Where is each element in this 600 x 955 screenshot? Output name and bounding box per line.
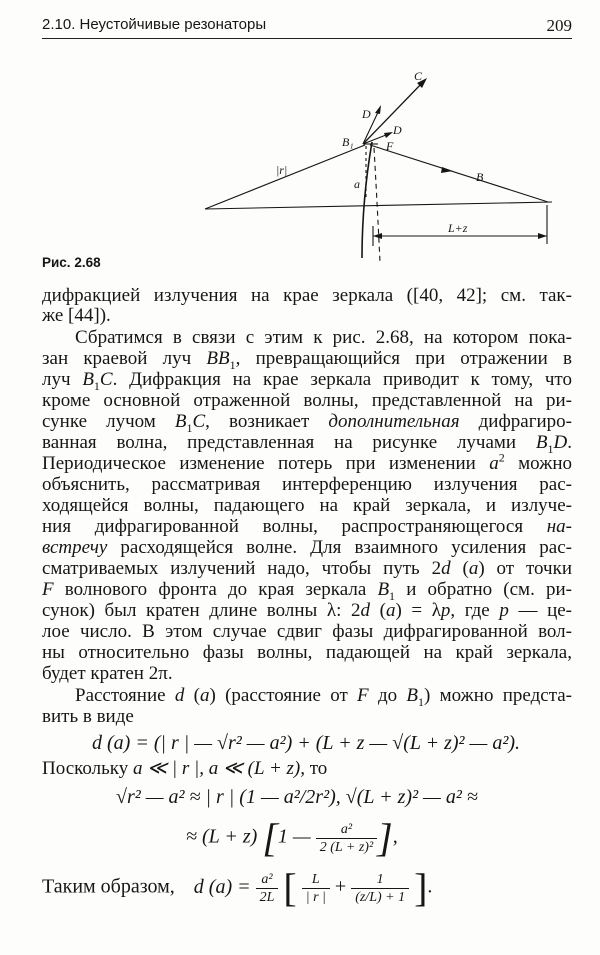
figure-2-68 <box>0 40 600 275</box>
equation-2: √r² — a² ≈ | r | (1 — a²/2r²), √(L + z)² — a² ≈ <box>116 786 478 808</box>
label-Lz: L+z <box>448 221 468 235</box>
text-line: же [44]). <box>42 305 111 326</box>
text-line: ходящейся волны, падающего на край зеркала, и излуче- <box>42 495 572 516</box>
text-line: объяснить, рассматривая интерференцию излучения рас- <box>42 474 572 495</box>
text-line: будет кратен 2π. <box>42 663 173 684</box>
label-F: F <box>386 139 394 153</box>
running-head <box>42 16 572 39</box>
text-line: ния дифрагированной волны, распространяющегося на- <box>42 516 572 537</box>
label-B: B <box>476 170 484 184</box>
ray-B <box>370 145 548 202</box>
label-D-upper: D <box>362 107 371 121</box>
text-line: зан краевой луч $BB_1$, превращающийся при отражении в <box>42 348 572 372</box>
text-line: вить в виде <box>42 706 134 727</box>
text-line: дифракцией излучения на крае зеркала ([40, 42]; см. так- <box>42 285 572 306</box>
arrow-dim-right <box>538 233 547 239</box>
arrow-B <box>441 167 453 173</box>
page-number: 209 <box>546 16 572 35</box>
text-line: кроме основной отраженной волны, представленной на ри- <box>42 390 572 411</box>
text-line: сунке лучом $B_1C$, возникает дополнительная дифрагиро- <box>42 411 572 435</box>
text-line: Периодическое изменение потерь при изменении $a^2$ можно <box>42 450 572 474</box>
label-C: C <box>414 69 423 83</box>
label-D-right: D <box>393 123 402 137</box>
equation-4: Таким образом, d (a) = $\frac{\text{a²}}{2L}$ [ $\frac{L}{| r |}$ + $\frac{1}{(z/L) + 1}$ ]. <box>42 865 433 910</box>
text-line: ны относительно фазы волны, падающей на край зеркала, <box>42 642 572 663</box>
ray-r <box>205 145 365 209</box>
text-line: Расстояние d (a) (расстояние от F до $B_1$) можно предста- <box>75 685 573 709</box>
text-line: ванная волна, представленная на рисунке лучами $B_1D$. <box>42 432 572 456</box>
text-line: лое число. В этом случае сдвиг фазы дифрагированной вол- <box>42 621 572 642</box>
equation-1: d (a) = (| r | — √r² — a²) + (L + z — √(L + z)² — a²). <box>92 732 520 754</box>
text-line: встречу расходящейся волне. Для взаимного усиления рас- <box>42 537 572 558</box>
text-line: Поскольку a ≪ | r |, a ≪ (L + z), то <box>42 758 328 779</box>
section-title: 2.10. Неустойчивые резонаторы <box>42 16 267 33</box>
label-a: a <box>354 177 360 191</box>
text-line: луч $B_1C$. Дифракция на крае зеркала приводит к тому, что <box>42 369 572 393</box>
text-line: сунок) был кратен длине волны λ: 2d (a) = λp, где p — це- <box>42 600 572 621</box>
arrow-dim-left <box>373 233 382 239</box>
text-line: F волнового фронта до края зеркала $B_1$ и обратно (см. ри- <box>42 579 572 603</box>
equation-3: ≈ (L + z) [1 — $\frac{\text{a²}}{\text{2 (L + z)²}}$ ], <box>186 815 398 860</box>
arrow-D-right <box>384 132 393 138</box>
figure-caption: Рис. 2.68 <box>42 255 101 270</box>
arrow-D-upper <box>375 105 381 114</box>
optical-axis <box>205 202 552 209</box>
label-r: |r| <box>276 163 288 177</box>
label-B1: B₁ <box>342 135 354 149</box>
text-line: сматриваемых излучений надо, чтобы путь 2d (a) от точки <box>42 558 572 579</box>
text-line: Сбратимся в связи с этим к рис. 2.68, на котором пока- <box>75 327 572 348</box>
mirror-curve <box>362 142 372 258</box>
